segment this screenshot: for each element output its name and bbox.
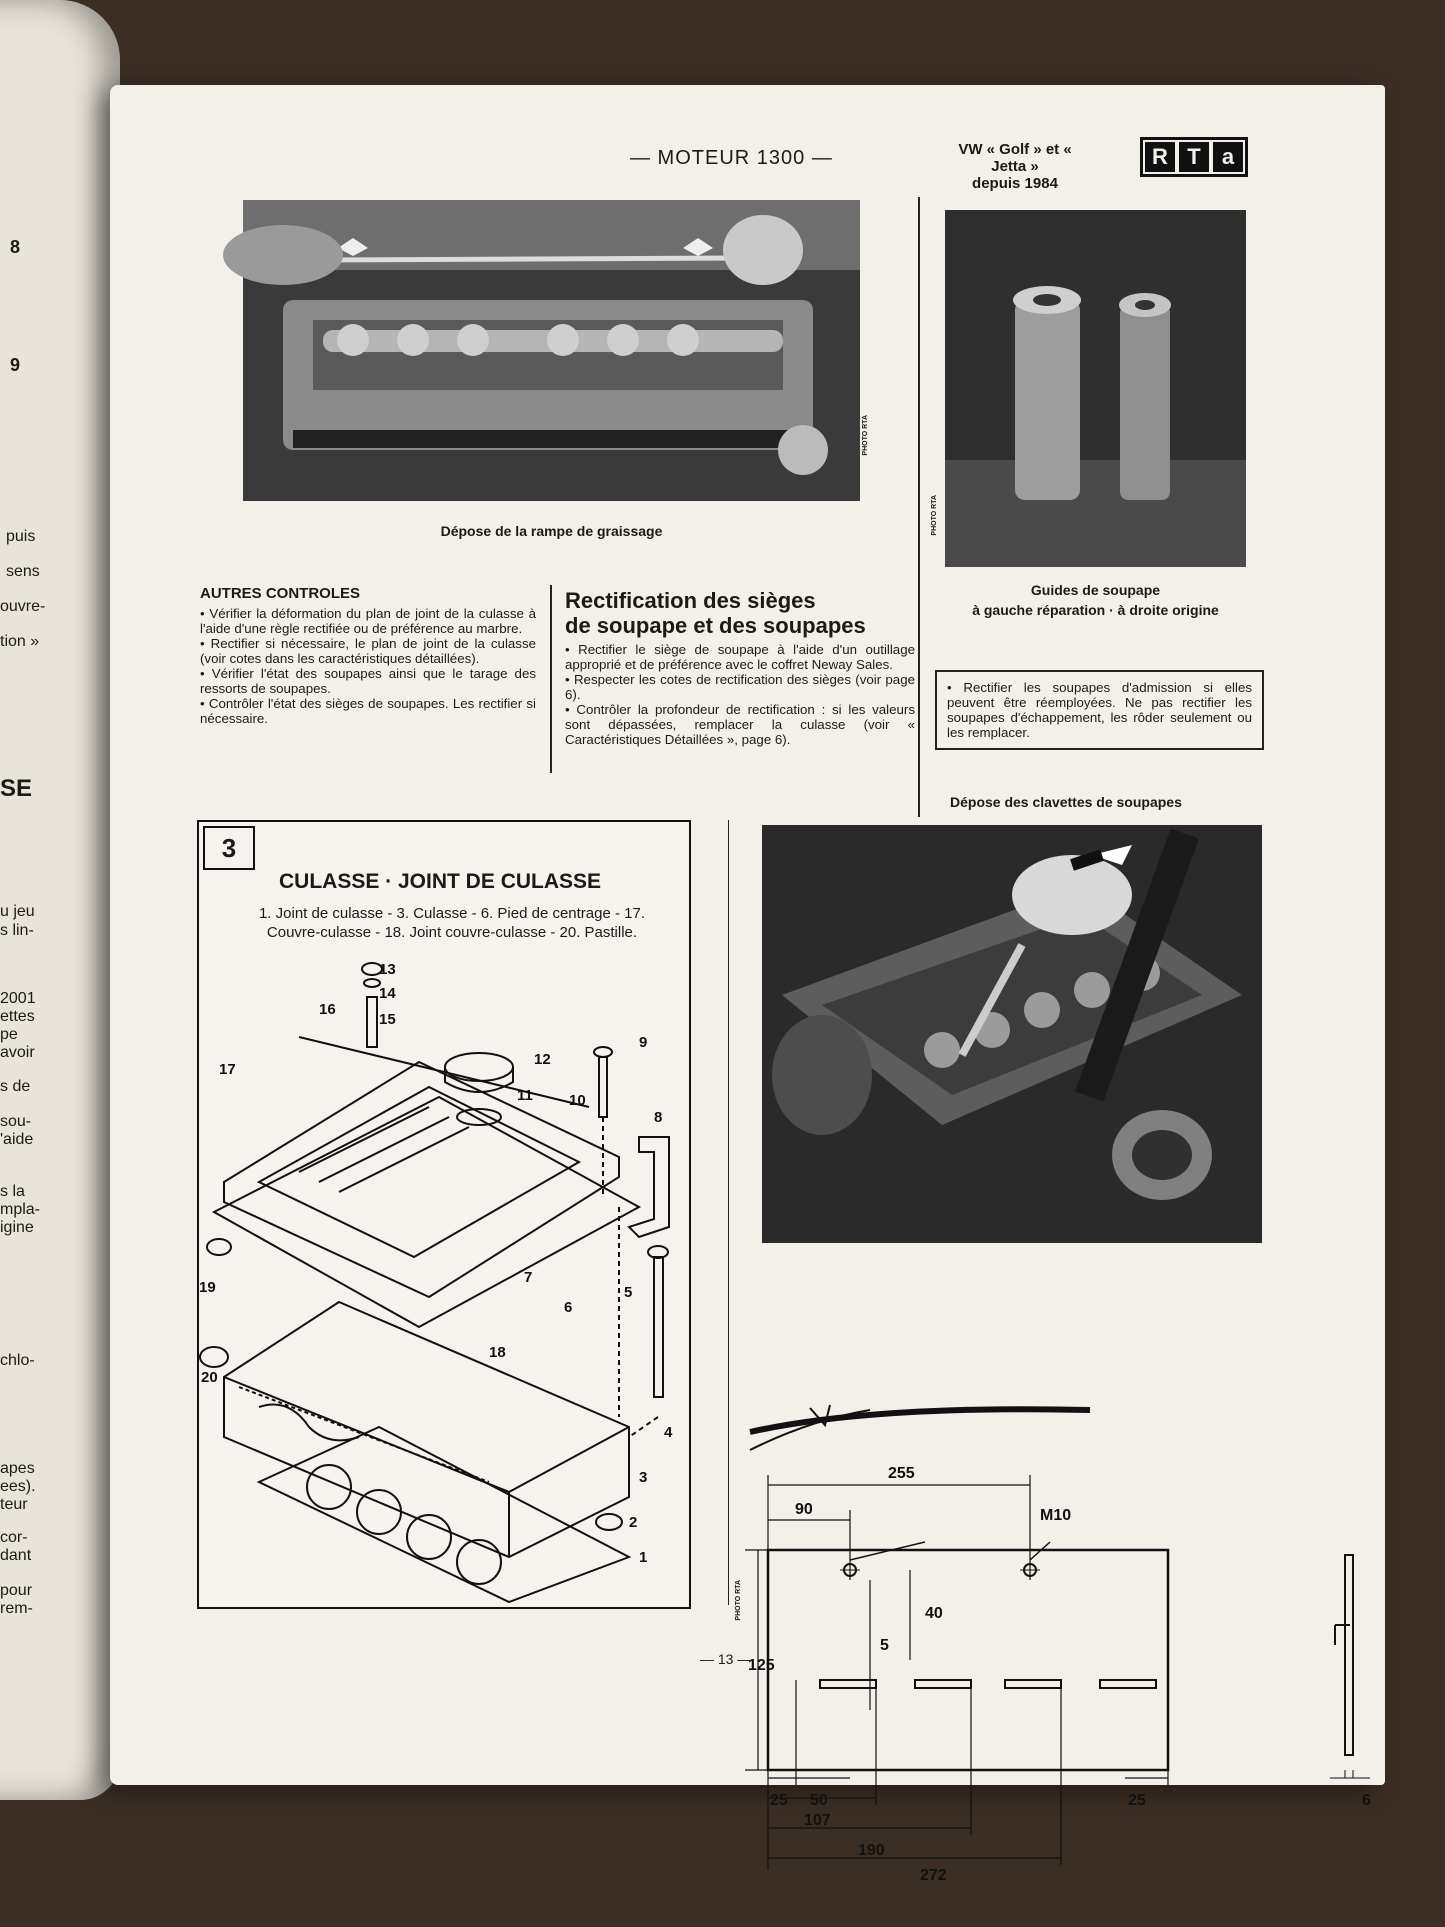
paragraph: • Contrôler l'état des sièges de soupapes. Les rectifier si nécessaire. [200, 696, 536, 726]
part-label: 14 [379, 985, 396, 1002]
section-title: AUTRES CONTROLES [200, 585, 361, 602]
left-fragment: u jeu [0, 903, 35, 920]
dimension-label: 50 [810, 1792, 828, 1809]
logo-letter: a [1213, 142, 1243, 172]
dimension-label: 125 [748, 1657, 775, 1674]
dimension-label: 40 [925, 1605, 943, 1622]
left-fragment: mpla- [0, 1201, 41, 1218]
part-label: 12 [534, 1051, 551, 1068]
part-label: 4 [664, 1424, 673, 1441]
left-fragment: apes [0, 1460, 35, 1477]
paragraph: • Vérifier l'état des soupapes ainsi que le tarage des ressorts de soupapes. [200, 666, 536, 696]
photo-caption [945, 580, 1246, 620]
part-label: 17 [219, 1061, 236, 1078]
dimension-label: 190 [858, 1842, 885, 1859]
left-fragment: teur [0, 1496, 28, 1513]
part-label: 18 [489, 1344, 506, 1361]
part-label: 7 [524, 1269, 533, 1286]
part-label: 16 [319, 1001, 336, 1018]
vehicle-header [940, 141, 1090, 192]
figure-title: CULASSE · JOINT DE CULASSE [279, 870, 602, 893]
left-fragment: ettes [0, 1008, 35, 1025]
paragraph: • Contrôler la profondeur de rectification : si les valeurs sont dépassées, remplacer la culasse (voir « Caractéristiques Détaillées », page 6). [565, 702, 915, 747]
dimension-label: 272 [920, 1867, 947, 1884]
photo-valve-keys-removal [762, 825, 1262, 1243]
page-number: — 13 — [700, 1651, 752, 1667]
left-fragment: 'aide [0, 1131, 34, 1148]
part-label: 15 [379, 1011, 396, 1028]
part-label: 3 [639, 1469, 648, 1486]
left-fragment: chlo- [0, 1352, 35, 1369]
left-fragment: 2001 [0, 990, 36, 1007]
left-fragment: dant [0, 1547, 32, 1564]
photo-camshaft-oil-rail [243, 200, 860, 501]
photo-caption: Dépose de la rampe de graissage [440, 523, 663, 539]
left-fragment: pour [0, 1582, 33, 1599]
legend-line-1: 1. Joint de culasse - 3. Culasse - 6. Pied de centrage - 17. [258, 905, 646, 922]
section-header: — MOTEUR 1300 — [630, 147, 833, 169]
dimension-label: 255 [888, 1465, 915, 1482]
tool-dimension-drawing [748, 1250, 1380, 1884]
part-label: 10 [569, 1092, 586, 1109]
vehicle-line-2: depuis 1984 [972, 175, 1058, 192]
left-fragment: cor- [0, 1529, 28, 1546]
left-fragment: puis [6, 528, 36, 545]
section-title-line-2: de soupape et des soupapes [565, 613, 866, 638]
logo-letter: R [1145, 142, 1175, 172]
caption-line-2: à gauche réparation · à droite origine [972, 602, 1219, 618]
dimension-label: 25 [1128, 1792, 1146, 1809]
logo-letter: T [1179, 142, 1209, 172]
figure-number: 3 [203, 826, 255, 870]
left-fragment: s lin- [0, 922, 34, 939]
figure-3-box [197, 820, 691, 1609]
rectification-section [565, 588, 915, 747]
part-label: 9 [639, 1034, 648, 1051]
left-fragment: sens [6, 563, 40, 580]
left-fragment: tion » [0, 633, 40, 650]
part-label: 11 [517, 1087, 533, 1104]
rta-logo [1140, 137, 1248, 177]
paragraph: • Rectifier si nécessaire, le plan de joint de la culasse (voir cotes dans les caractéristiques détaillées). [200, 636, 536, 666]
dimension-label: 90 [795, 1501, 813, 1518]
left-fragment: rem- [0, 1600, 33, 1617]
part-label: 20 [201, 1369, 218, 1386]
photo-valve-guides [945, 210, 1246, 567]
left-fragment: pe [0, 1026, 18, 1043]
left-fragment: 9 [10, 355, 21, 375]
part-label: 5 [624, 1284, 633, 1301]
part-label: 19 [199, 1279, 216, 1296]
dimension-label: 5 [880, 1637, 889, 1654]
part-label: 6 [564, 1299, 573, 1316]
part-label: 8 [654, 1109, 663, 1126]
vehicle-line-1: VW « Golf » et « Jetta » [958, 141, 1072, 175]
left-fragment: avoir [0, 1044, 35, 1061]
section-body [565, 642, 915, 747]
dimension-label: 107 [804, 1812, 831, 1829]
part-label: 13 [379, 961, 396, 978]
left-fragment: s de [0, 1078, 31, 1095]
photo-credit: PHOTO RTA [931, 495, 938, 536]
note-box: • Rectifier les soupapes d'admission si elles peuvent être réemployées. Ne pas rectifier les soupapes d'échappement, les rôder seulement ou les remplacer. [935, 670, 1264, 750]
left-fragment: ouvre- [0, 598, 46, 615]
column-divider [918, 197, 920, 817]
part-label: 1 [639, 1549, 648, 1566]
left-fragment: igine [0, 1219, 34, 1236]
autres-controles-section [200, 585, 536, 726]
photo-credit: PHOTO RTA [862, 415, 869, 456]
left-fragment: SE [0, 775, 33, 802]
figure-legend [227, 904, 677, 942]
section-body [200, 606, 536, 726]
section-title-line-1: Rectification des sièges [565, 588, 816, 613]
left-facing-page [0, 0, 120, 1800]
left-fragment: ees). [0, 1478, 36, 1495]
legend-line-2: Couvre-culasse - 18. Joint couvre-culasse - 20. Pastille. [266, 924, 638, 941]
dimension-label: 25 [770, 1792, 788, 1809]
caption-line-1: Guides de soupape [1030, 582, 1161, 598]
left-fragment: 8 [10, 237, 21, 257]
part-label: 2 [629, 1514, 638, 1531]
dimension-label: M10 [1040, 1507, 1072, 1524]
column-divider [728, 820, 729, 1605]
photo-caption: Dépose des clavettes de soupapes [950, 794, 1182, 810]
left-fragment: sou- [0, 1113, 32, 1130]
paragraph: • Respecter les cotes de rectification des sièges (voir page 6). [565, 672, 915, 702]
document-page [110, 85, 1385, 1884]
photo-credit: PHOTO RTA [735, 1580, 742, 1621]
left-fragment: s la [0, 1183, 25, 1200]
paragraph: • Vérifier la déformation du plan de joint de la culasse à l'aide d'une règle rectifiée ou de préférence au marbre. [200, 606, 536, 636]
paragraph: • Rectifier le siège de soupape à l'aide d'un outillage approprié et de préférence avec le coffret Neway Sales. [565, 642, 915, 672]
cylinder-head-exploded-view [199, 957, 685, 1602]
column-divider [550, 585, 552, 773]
dimension-label: 6 [1362, 1792, 1371, 1809]
